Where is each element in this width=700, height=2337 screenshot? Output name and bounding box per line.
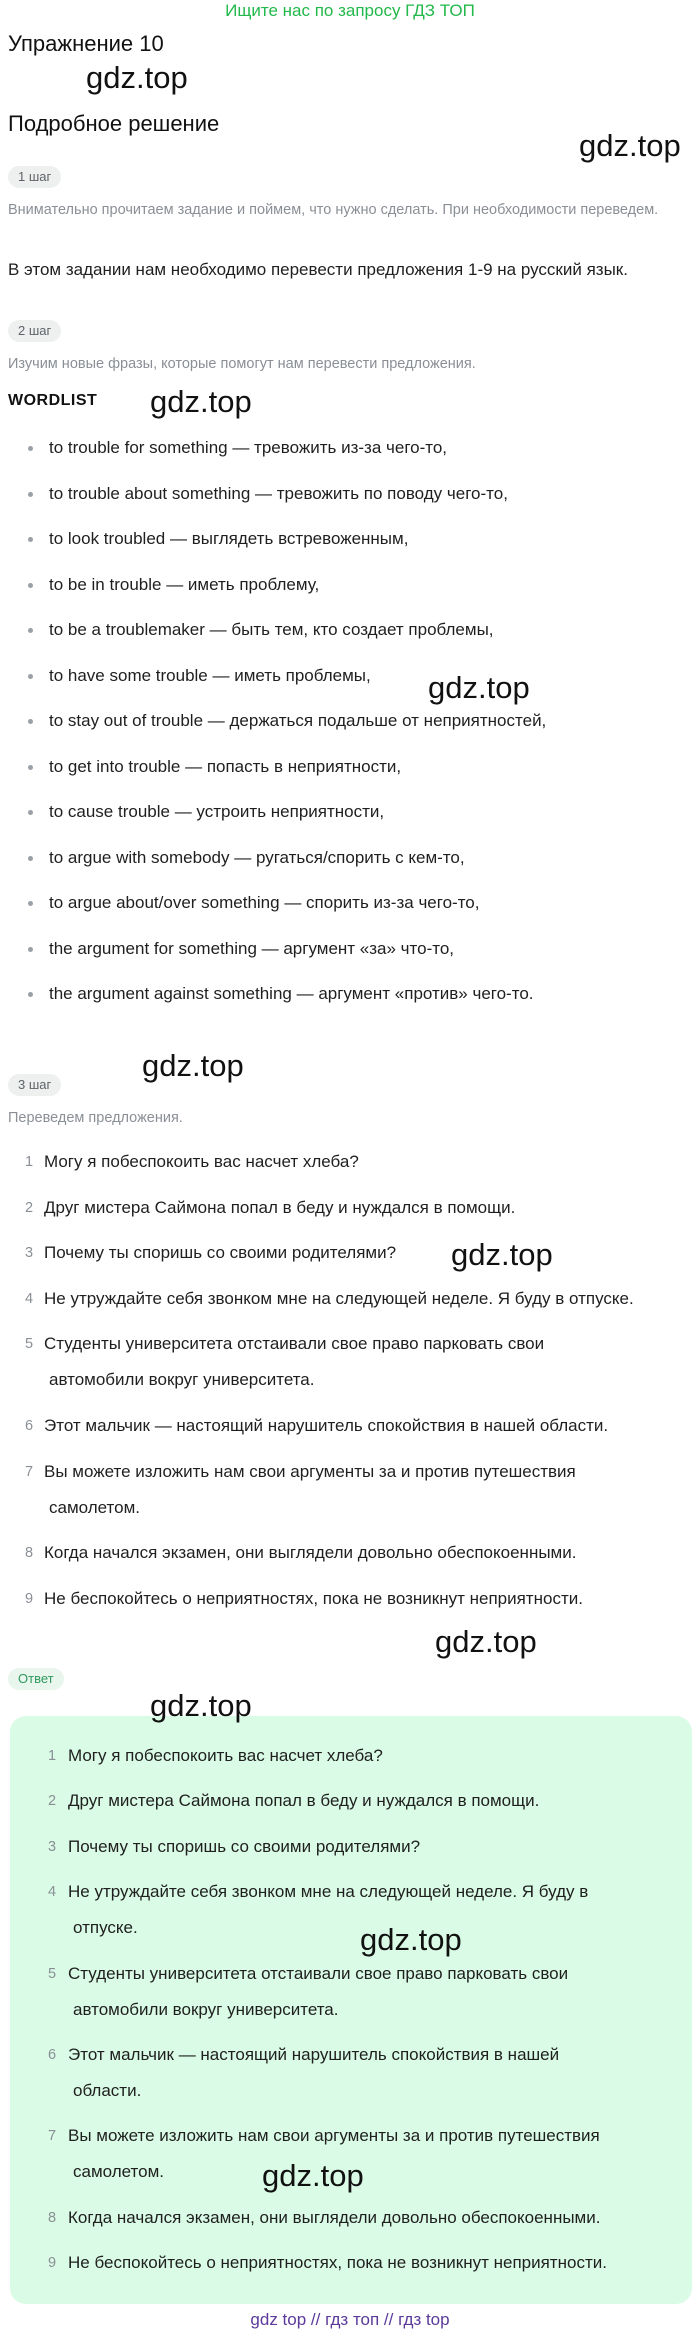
- bullet-icon: [28, 810, 33, 815]
- sentence-item: [0, 1535, 700, 1571]
- watermark: gdz.top: [150, 1688, 252, 1723]
- bullet-icon: [28, 856, 33, 861]
- step-chip: 1 шаг: [8, 166, 61, 188]
- wordlist-title: WORDLIST: [8, 392, 98, 409]
- wordlist-item: [0, 482, 700, 528]
- sentence-number: 8: [48, 2209, 57, 2226]
- watermark: gdz.top: [150, 384, 252, 419]
- answer-list: [0, 1738, 700, 2291]
- bullet-icon: [28, 901, 33, 906]
- wordlist-item: [0, 982, 700, 1028]
- bullet-icon: [28, 674, 33, 679]
- wordlist-item-text: to have some trouble — иметь проблемы,: [49, 665, 371, 685]
- watermark: gdz.top: [428, 670, 530, 705]
- sentence-item: [0, 1408, 700, 1444]
- sentence-text: Не беспокойтесь о неприятностях, пока не возникнут неприятности.: [44, 1588, 583, 1608]
- wordlist-item-text: to get into trouble — попасть в неприятности,: [49, 756, 402, 776]
- step-chip: 3 шаг: [8, 1074, 61, 1096]
- sentence-text: Могу я побеспокоить вас насчет хлеба?: [68, 1746, 383, 1765]
- sentence-number: 3: [25, 1245, 34, 1262]
- translation-list: [0, 1144, 700, 1626]
- sentence-text: Вы можете изложить нам свои аргументы за и против путешествия: [44, 1461, 576, 1481]
- footer-links: gdz top // гдз топ // гдз top: [250, 2310, 450, 2329]
- sentence-number: 2: [48, 1793, 57, 1810]
- sentence-text: Студенты университета отстаивали свое право парковать свои: [68, 1963, 569, 1983]
- exercise-title: Упражнение 10: [8, 31, 164, 56]
- wordlist-item: [0, 664, 700, 710]
- watermark: gdz.top: [579, 128, 681, 163]
- sentence-number: 1: [48, 1748, 57, 1764]
- sentence-number: 2: [25, 1199, 34, 1216]
- sentence-text: Не беспокойтесь о неприятностях, пока не возникнут неприятности.: [68, 2253, 607, 2273]
- sentence-number: 4: [25, 1290, 34, 1307]
- sentence-text: Студенты университета отстаивали свое право парковать свои: [44, 1334, 545, 1354]
- sentence-item: [0, 2200, 700, 2236]
- sentence-item: [0, 1235, 700, 1271]
- wordlist-item-text: the argument against something — аргумент «против» чего-то.: [49, 984, 534, 1003]
- step-note: Изучим новые фразы, которые помогут нам перевести предложения.: [8, 356, 476, 372]
- sentence-item: [0, 1874, 700, 1946]
- wordlist-item: [0, 618, 700, 664]
- sentence-text: Когда начался экзамен, они выглядели довольно обеспокоенными.: [44, 1543, 577, 1563]
- sentence-text: Не утруждайте себя звонком мне на следующей неделе. Я буду в: [68, 1882, 589, 1902]
- bullet-icon: [28, 992, 33, 997]
- sentence-text: отпуске.: [73, 1918, 138, 1938]
- sentence-number: 5: [25, 1336, 34, 1353]
- wordlist-item: [0, 573, 700, 619]
- sentence-number: 7: [48, 2128, 57, 2145]
- wordlist-item: [0, 846, 700, 892]
- sentence-text: Не утруждайте себя звонком мне на следующей неделе. Я буду в отпуске.: [44, 1288, 634, 1308]
- bullet-icon: [28, 446, 33, 451]
- sentence-text: Вы можете изложить нам свои аргументы за и против путешествия: [68, 2126, 600, 2146]
- answer-chip: Ответ: [8, 1668, 64, 1690]
- sentence-item: [0, 1956, 700, 2028]
- sentence-item: [0, 1738, 700, 1774]
- wordlist-item-text: the argument for something — аргумент «за» что-то,: [49, 938, 455, 958]
- bullet-icon: [28, 537, 33, 542]
- watermark: gdz.top: [451, 1237, 553, 1272]
- wordlist-item: [0, 800, 700, 846]
- sentence-text: Почему ты споришь со своими родителями?: [68, 1836, 421, 1856]
- sentence-item: [0, 1783, 700, 1819]
- watermark: gdz.top: [435, 1624, 537, 1659]
- sentence-number: 7: [25, 1463, 34, 1480]
- sentence-text: Этот мальчик — настоящий нарушитель спокойствия в нашей: [68, 2044, 560, 2064]
- bullet-icon: [28, 492, 33, 497]
- sentence-item: [0, 1581, 700, 1617]
- wordlist-item-text: to cause trouble — устроить неприятности,: [49, 802, 385, 821]
- sentence-number: 5: [48, 1965, 57, 1982]
- sentence-text: Почему ты споришь со своими родителями?: [44, 1243, 397, 1263]
- sentence-item: [0, 2245, 700, 2281]
- sentence-text: Друг мистера Саймона попал в беду и нуждался в помощи.: [68, 1791, 540, 1811]
- promo-banner: Ищите нас по запросу ГДЗ ТОП: [225, 1, 475, 20]
- watermark: gdz.top: [360, 1922, 462, 1957]
- wordlist: [0, 436, 700, 1028]
- sentence-text: автомобили вокруг университета.: [73, 1999, 339, 2019]
- wordlist-item: [0, 709, 700, 755]
- sentence-item: [0, 2037, 700, 2109]
- sentence-item: [0, 1190, 700, 1226]
- sentence-text: Этот мальчик — настоящий нарушитель спокойствия в нашей области.: [44, 1415, 609, 1435]
- sentence-number: 1: [25, 1154, 34, 1170]
- solution-heading: Подробное решение: [8, 111, 220, 136]
- sentence-item: [0, 1281, 700, 1317]
- sentence-text: Друг мистера Саймона попал в беду и нуждался в помощи.: [44, 1197, 516, 1217]
- wordlist-item-text: to look troubled — выглядеть встревоженным,: [49, 529, 409, 548]
- step-note: Переведем предложения.: [8, 1110, 183, 1126]
- bullet-icon: [28, 583, 33, 588]
- sentence-text: Когда начался экзамен, они выглядели довольно обеспокоенными.: [68, 2207, 601, 2227]
- sentence-number: 6: [25, 1417, 34, 1434]
- watermark: gdz.top: [262, 2158, 364, 2193]
- bullet-icon: [28, 765, 33, 770]
- sentence-text: самолетом.: [73, 2162, 164, 2182]
- wordlist-item-text: to argue about/over something — спорить из-за чего-то,: [49, 893, 480, 912]
- sentence-item: [0, 1144, 700, 1180]
- wordlist-item: [0, 436, 700, 482]
- sentence-number: 9: [25, 1590, 34, 1607]
- wordlist-item-text: to be in trouble — иметь проблему,: [49, 574, 320, 594]
- sentence-number: 9: [48, 2255, 57, 2272]
- wordlist-item-text: to trouble about something — тревожить по поводу чего-то,: [49, 483, 508, 503]
- sentence-number: 3: [48, 1838, 57, 1855]
- step-note: Внимательно прочитаем задание и поймем, что нужно сделать. При необходимости переведем.: [8, 202, 659, 218]
- bullet-icon: [28, 628, 33, 633]
- wordlist-item-text: to argue with somebody — ругаться/спорить с кем-то,: [49, 847, 465, 867]
- step-text: В этом задании нам необходимо перевести предложения 1-9 на русский язык.: [8, 260, 628, 279]
- sentence-text: области.: [73, 2080, 142, 2100]
- sentence-item: [0, 1829, 700, 1865]
- wordlist-item: [0, 937, 700, 983]
- wordlist-item-text: to stay out of trouble — держаться подальше от неприятностей,: [49, 711, 547, 730]
- wordlist-item: [0, 755, 700, 801]
- watermark: gdz.top: [86, 60, 188, 95]
- wordlist-item: [0, 891, 700, 937]
- sentence-item: [0, 1454, 700, 1526]
- sentence-item: [0, 1326, 700, 1398]
- watermark: gdz.top: [142, 1048, 244, 1083]
- sentence-number: 8: [25, 1545, 34, 1562]
- bullet-icon: [28, 719, 33, 724]
- sentence-text: самолетом.: [49, 1497, 140, 1517]
- sentence-number: 4: [48, 1884, 57, 1901]
- wordlist-item: [0, 527, 700, 573]
- bullet-icon: [28, 947, 33, 952]
- wordlist-item-text: to trouble for something — тревожить из-за чего-то,: [49, 438, 448, 457]
- sentence-text: автомобили вокруг университета.: [49, 1370, 315, 1390]
- sentence-text: Могу я побеспокоить вас насчет хлеба?: [44, 1152, 359, 1171]
- step-chip: 2 шаг: [8, 320, 61, 342]
- wordlist-item-text: to be a troublemaker — быть тем, кто создает проблемы,: [49, 620, 494, 639]
- sentence-number: 6: [48, 2046, 57, 2063]
